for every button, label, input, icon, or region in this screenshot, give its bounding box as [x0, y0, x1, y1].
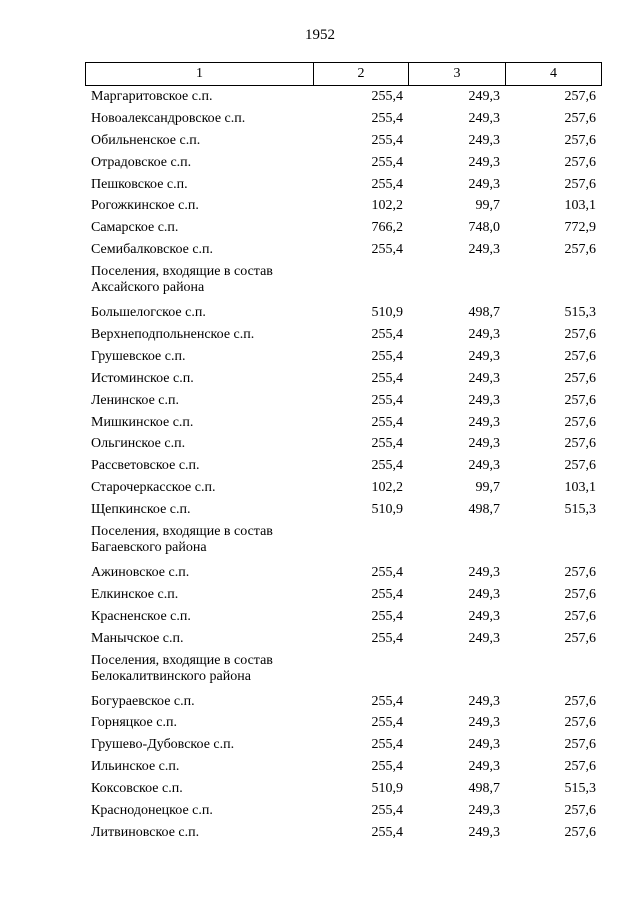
column-header-2: 2 [314, 63, 409, 86]
value-col-3: 249,3 [468, 326, 500, 342]
value-col-3: 249,3 [468, 370, 500, 386]
table-row [85, 108, 601, 130]
settlement-name: Самарское с.п. [91, 220, 179, 236]
table-row [85, 174, 601, 196]
value-col-4: 257,6 [564, 824, 596, 840]
value-col-3: 249,3 [468, 759, 500, 775]
value-col-3: 748,0 [468, 220, 500, 236]
value-col-3: 249,3 [468, 392, 500, 408]
settlement-name: Рогожкинское с.п. [91, 198, 199, 214]
value-col-2: 255,4 [371, 370, 403, 386]
value-col-2: 255,4 [371, 436, 403, 452]
table-row [85, 606, 601, 628]
district-group-line-2: Аксайского района [91, 280, 205, 296]
value-col-4: 257,6 [564, 759, 596, 775]
settlement-name: Горняцкое с.п. [91, 715, 177, 731]
column-header-1: 1 [86, 63, 314, 86]
table-row [85, 433, 601, 455]
page-number: 1952 [305, 27, 335, 43]
value-col-2: 255,4 [371, 132, 403, 148]
table-row [85, 477, 601, 499]
settlement-name: Ажиновское с.п. [91, 564, 190, 580]
value-col-3: 249,3 [468, 110, 500, 126]
settlement-name: Щепкинское с.п. [91, 502, 191, 518]
table-row [85, 86, 601, 108]
value-col-4: 257,6 [564, 458, 596, 474]
district-group-label [85, 653, 313, 685]
value-col-2: 255,4 [371, 608, 403, 624]
value-col-4: 257,6 [564, 630, 596, 646]
table-row [85, 195, 601, 217]
settlement-name: Истоминское с.п. [91, 370, 194, 386]
value-col-2: 255,4 [371, 737, 403, 753]
table-row [85, 712, 601, 734]
value-col-4: 257,6 [564, 348, 596, 364]
value-col-3: 249,3 [468, 88, 500, 104]
value-col-3: 249,3 [468, 824, 500, 840]
value-col-3: 99,7 [475, 480, 500, 496]
table-row [85, 800, 601, 822]
value-col-2: 255,4 [371, 88, 403, 104]
value-col-3: 99,7 [475, 198, 500, 214]
value-col-3: 249,3 [468, 242, 500, 258]
district-group-label [85, 524, 313, 556]
value-col-2: 255,4 [371, 154, 403, 170]
district-group-line-1: Поселения, входящие в состав [91, 264, 273, 280]
value-col-2: 255,4 [371, 824, 403, 840]
value-col-3: 249,3 [468, 348, 500, 364]
value-col-3: 498,7 [468, 305, 500, 321]
settlement-name: Рассветовское с.п. [91, 458, 200, 474]
district-group-heading [85, 521, 601, 562]
table-row [85, 756, 601, 778]
column-header-3: 3 [409, 63, 506, 86]
value-col-3: 249,3 [468, 436, 500, 452]
value-col-2: 255,4 [371, 759, 403, 775]
table-row [85, 346, 601, 368]
value-col-3: 249,3 [468, 630, 500, 646]
value-col-2: 255,4 [371, 348, 403, 364]
settlement-name: Семибалковское с.п. [91, 242, 214, 258]
value-col-3: 249,3 [468, 458, 500, 474]
table-row [85, 562, 601, 584]
value-col-2: 255,4 [371, 414, 403, 430]
value-col-3: 249,3 [468, 132, 500, 148]
table-row [85, 152, 601, 174]
settlement-name: Отрадовское с.п. [91, 154, 192, 170]
settlement-name: Пешковское с.п. [91, 176, 188, 192]
table-row [85, 390, 601, 412]
value-col-4: 103,1 [564, 198, 596, 214]
table-row [85, 778, 601, 800]
value-col-4: 257,6 [564, 564, 596, 580]
column-header-4: 4 [506, 63, 602, 86]
value-col-3: 498,7 [468, 502, 500, 518]
value-col-4: 257,6 [564, 737, 596, 753]
column-header-row [86, 63, 602, 86]
table-row [85, 822, 601, 844]
value-col-2: 255,4 [371, 802, 403, 818]
value-col-3: 249,3 [468, 737, 500, 753]
value-col-3: 249,3 [468, 564, 500, 580]
value-col-2: 255,4 [371, 458, 403, 474]
value-col-2: 255,4 [371, 110, 403, 126]
value-col-4: 257,6 [564, 370, 596, 386]
value-col-3: 249,3 [468, 802, 500, 818]
value-col-4: 515,3 [564, 305, 596, 321]
settlement-name: Верхнеподпольненское с.п. [91, 326, 255, 342]
value-col-4: 257,6 [564, 154, 596, 170]
value-col-4: 257,6 [564, 608, 596, 624]
value-col-2: 255,4 [371, 176, 403, 192]
district-group-line-1: Поселения, входящие в состав [91, 524, 273, 540]
value-col-4: 257,6 [564, 110, 596, 126]
district-group-label [85, 264, 313, 296]
value-col-2: 766,2 [371, 220, 403, 236]
value-col-3: 249,3 [468, 154, 500, 170]
settlement-name: Новоалександровское с.п. [91, 110, 246, 126]
value-col-4: 257,6 [564, 176, 596, 192]
value-col-4: 257,6 [564, 693, 596, 709]
value-col-2: 255,4 [371, 564, 403, 580]
settlement-name: Елкинское с.п. [91, 586, 179, 602]
value-col-3: 249,3 [468, 414, 500, 430]
settlement-name: Красненское с.п. [91, 608, 191, 624]
table-row [85, 302, 601, 324]
value-col-2: 255,4 [371, 693, 403, 709]
district-group-heading [85, 650, 601, 691]
table-row [85, 324, 601, 346]
value-col-2: 102,2 [371, 480, 403, 496]
table-row [85, 455, 601, 477]
table-row [85, 734, 601, 756]
value-col-4: 257,6 [564, 414, 596, 430]
settlement-name: Обильненское с.п. [91, 132, 201, 148]
value-col-4: 257,6 [564, 715, 596, 731]
value-col-3: 498,7 [468, 781, 500, 797]
district-group-line-1: Поселения, входящие в состав [91, 652, 273, 668]
table-row [85, 239, 601, 261]
table-row [85, 130, 601, 152]
value-col-4: 257,6 [564, 802, 596, 818]
table-row [85, 368, 601, 390]
table-row [85, 217, 601, 239]
value-col-2: 255,4 [371, 630, 403, 646]
value-col-4: 772,9 [564, 220, 596, 236]
settlement-name: Ильинское с.п. [91, 759, 180, 775]
value-col-4: 257,6 [564, 132, 596, 148]
settlement-name: Грушевское с.п. [91, 348, 186, 364]
value-col-3: 249,3 [468, 176, 500, 192]
value-col-2: 255,4 [371, 586, 403, 602]
settlement-name: Грушево-Дубовское с.п. [91, 737, 235, 753]
value-col-2: 255,4 [371, 242, 403, 258]
value-col-4: 103,1 [564, 480, 596, 496]
settlement-name: Ленинское с.п. [91, 392, 179, 408]
value-col-4: 515,3 [564, 781, 596, 797]
settlement-name: Манычское с.п. [91, 630, 184, 646]
value-col-4: 257,6 [564, 88, 596, 104]
value-col-2: 510,9 [371, 502, 403, 518]
value-col-4: 257,6 [564, 436, 596, 452]
value-col-3: 249,3 [468, 693, 500, 709]
value-col-2: 102,2 [371, 198, 403, 214]
column-header-table [85, 62, 602, 86]
value-col-3: 249,3 [468, 586, 500, 602]
table-row [85, 499, 601, 521]
value-col-2: 510,9 [371, 305, 403, 321]
value-col-2: 510,9 [371, 781, 403, 797]
settlement-name: Краснодонецкое с.п. [91, 802, 213, 818]
district-group-line-2: Белокалитвинского района [91, 668, 251, 684]
table-row [85, 691, 601, 713]
table-row [85, 584, 601, 606]
settlement-name: Большелогское с.п. [91, 305, 206, 321]
value-col-4: 257,6 [564, 326, 596, 342]
settlement-name: Богураевское с.п. [91, 693, 195, 709]
value-col-4: 257,6 [564, 586, 596, 602]
value-col-4: 257,6 [564, 392, 596, 408]
value-col-2: 255,4 [371, 326, 403, 342]
settlement-name: Ольгинское с.п. [91, 436, 186, 452]
value-col-4: 257,6 [564, 242, 596, 258]
table-row [85, 628, 601, 650]
district-group-line-2: Багаевского района [91, 540, 207, 556]
settlement-name: Коксовское с.п. [91, 781, 183, 797]
settlement-table-body [85, 86, 601, 844]
settlement-name: Мишкинское с.п. [91, 414, 194, 430]
value-col-4: 515,3 [564, 502, 596, 518]
value-col-2: 255,4 [371, 715, 403, 731]
settlement-name: Маргаритовское с.п. [91, 88, 213, 104]
settlement-name: Литвиновское с.п. [91, 824, 200, 840]
value-col-2: 255,4 [371, 392, 403, 408]
value-col-3: 249,3 [468, 608, 500, 624]
district-group-heading [85, 261, 601, 302]
table-row [85, 412, 601, 434]
settlement-name: Старочеркасское с.п. [91, 480, 216, 496]
value-col-3: 249,3 [468, 715, 500, 731]
